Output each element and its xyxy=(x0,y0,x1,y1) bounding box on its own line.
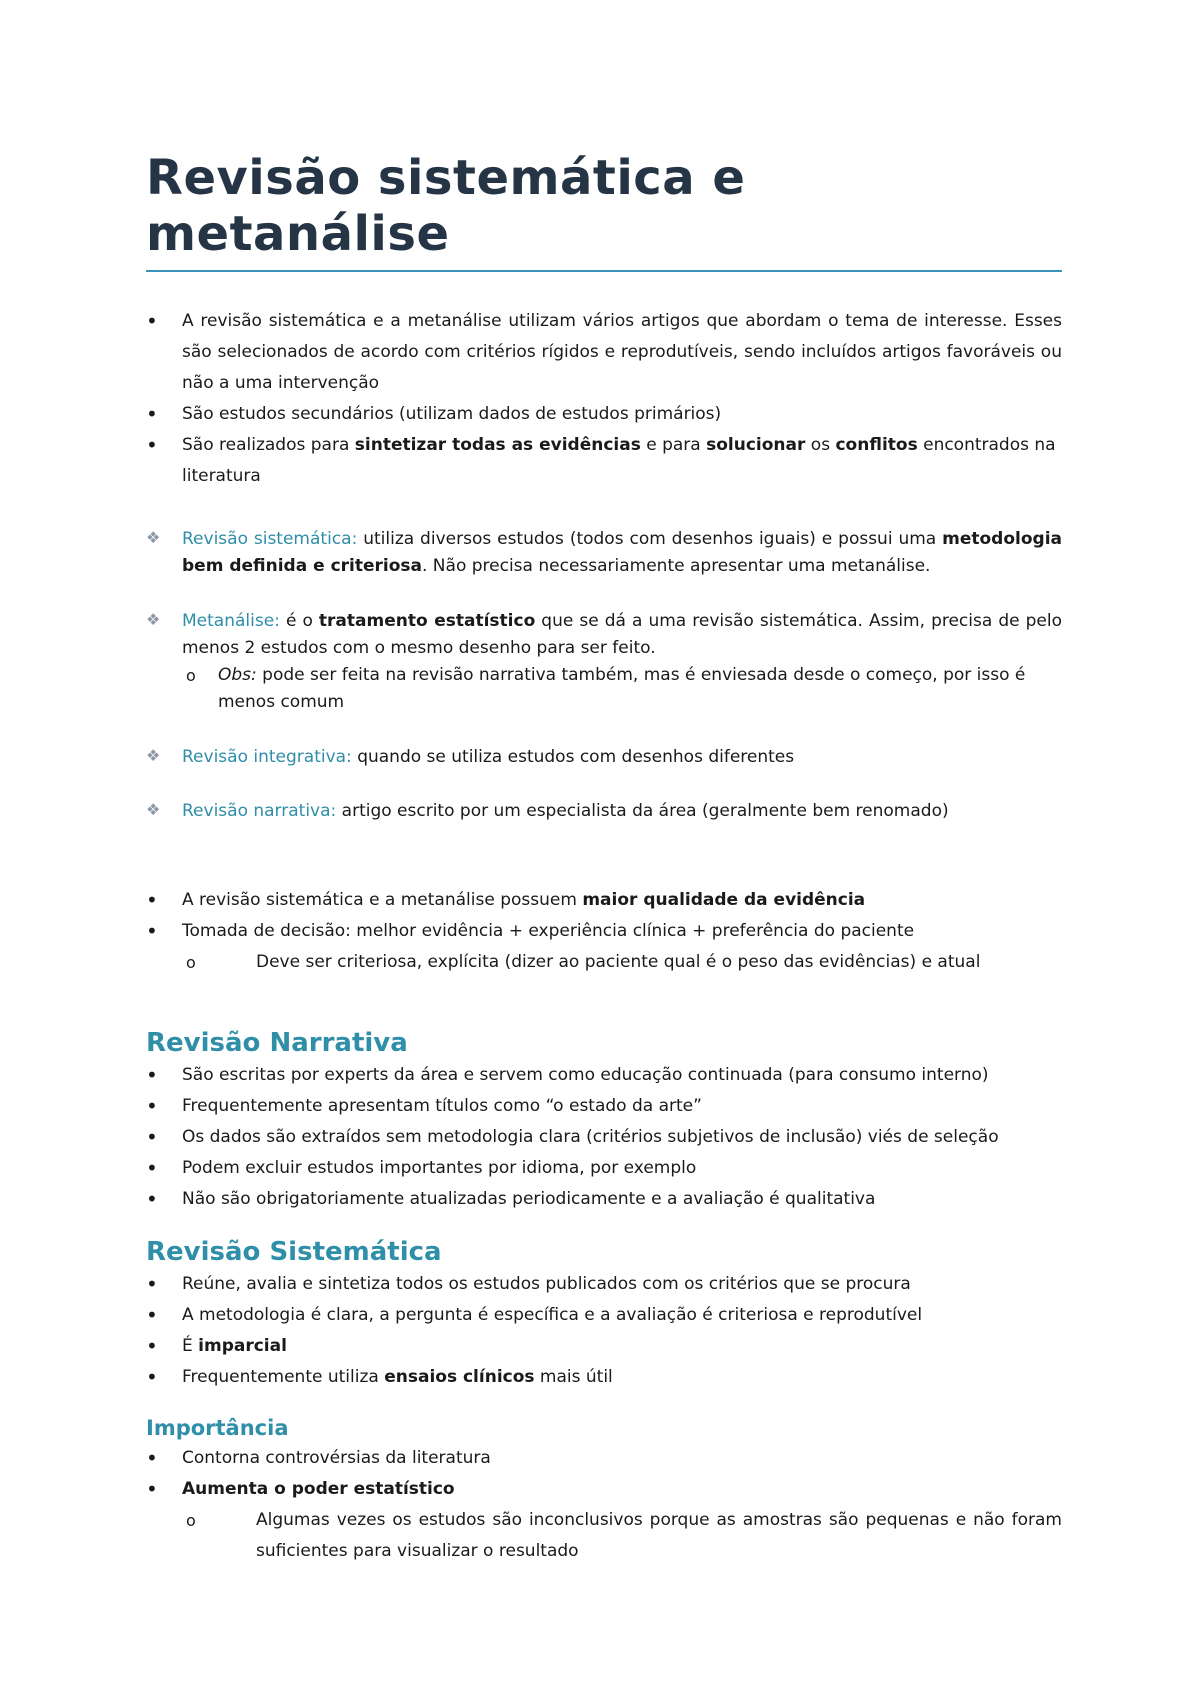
document-body xyxy=(146,150,1062,1567)
list-item: o Obs: pode ser feita na revisão narrativa também, mas é enviesada desde o começo, por isso é menos comum xyxy=(146,662,1062,716)
list-item: • A revisão sistemática e a metanálise possuem maior qualidade da evidência xyxy=(146,885,1062,916)
definition-integrativa: ❖ Revisão integrativa: quando se utiliza estudos com desenhos diferentes xyxy=(146,746,795,767)
list-item: • Reúne, avalia e sintetiza todos os estudos publicados com os critérios que se procura xyxy=(146,1269,1062,1300)
list-item: • A metodologia é clara, a pergunta é específica e a avaliação é criteriosa e reprodutível xyxy=(146,1300,1062,1331)
importancia-list xyxy=(146,1443,1062,1567)
list-item: o Algumas vezes os estudos são inconclusivos porque as amostras são pequenas e não foram suficientes para visualizar o resultado xyxy=(146,1505,1062,1567)
diamond-bullet-icon: ❖ xyxy=(146,800,161,819)
list-item: • Frequentemente utiliza ensaios clínicos mais útil xyxy=(146,1362,1062,1393)
list-item: • São realizados para sintetizar todas as evidências e para solucionar os conflitos encontrados na literatura xyxy=(146,430,1062,492)
list-item: o Deve ser criteriosa, explícita (dizer ao paciente qual é o peso das evidências) e atual xyxy=(146,947,1062,978)
diamond-bullet-icon: ❖ xyxy=(146,610,161,629)
definition-sistematica: ❖ Revisão sistemática: utiliza diversos estudos (todos com desenhos iguais) e possui uma metodologia bem definida e criteriosa. Não precisa necessariamente apresentar uma metanálise. xyxy=(146,528,1062,576)
list-item: • A revisão sistemática e a metanálise utilizam vários artigos que abordam o tema de interesse. Esses são selecionados de acordo com critérios rígidos e reprodutíveis, sendo incluídos artigos favoráveis ou não a uma intervenção xyxy=(146,306,1062,399)
section-heading-importancia: Importância xyxy=(146,1416,289,1440)
diamond-bullet-icon: ❖ xyxy=(146,528,161,547)
list-item: • Contorna controvérsias da literatura xyxy=(146,1443,1062,1474)
page-title: Revisão sistemática e metanálise xyxy=(146,150,746,262)
section-heading-sistematica: Revisão Sistemática xyxy=(146,1237,442,1267)
narrativa-list xyxy=(146,1060,1062,1215)
list-item: • Aumenta o poder estatístico xyxy=(146,1474,1062,1505)
list-item: • Tomada de decisão: melhor evidência + experiência clínica + preferência do paciente xyxy=(146,916,1062,947)
list-item: • Os dados são extraídos sem metodologia clara (critérios subjetivos de inclusão) viés de seleção xyxy=(146,1122,1062,1153)
sistematica-list xyxy=(146,1269,1062,1393)
list-item: • São escritas por experts da área e servem como educação continuada (para consumo interno) xyxy=(146,1060,1062,1091)
intro-list xyxy=(146,306,1062,492)
summary-list xyxy=(146,885,1062,978)
list-item: • Podem excluir estudos importantes por idioma, por exemplo xyxy=(146,1153,1062,1184)
title-underline xyxy=(146,270,1062,272)
list-item: • Frequentemente apresentam títulos como “o estado da arte” xyxy=(146,1091,1062,1122)
list-item: • São estudos secundários (utilizam dados de estudos primários) xyxy=(146,399,1062,430)
definition-narrativa: ❖ Revisão narrativa: artigo escrito por um especialista da área (geralmente bem renomado) xyxy=(146,800,949,821)
diamond-bullet-icon: ❖ xyxy=(146,746,161,765)
list-item: • É imparcial xyxy=(146,1331,1062,1362)
definition-metanalise: ❖ Metanálise: é o tratamento estatístico que se dá a uma revisão sistemática. Assim, precisa de pelo menos 2 estudos com o mesmo desenho para ser feito. xyxy=(146,610,1062,658)
section-heading-narrativa: Revisão Narrativa xyxy=(146,1028,408,1058)
list-item: • Não são obrigatoriamente atualizadas periodicamente e a avaliação é qualitativa xyxy=(146,1184,1062,1215)
metanalise-sublist xyxy=(146,662,1062,716)
